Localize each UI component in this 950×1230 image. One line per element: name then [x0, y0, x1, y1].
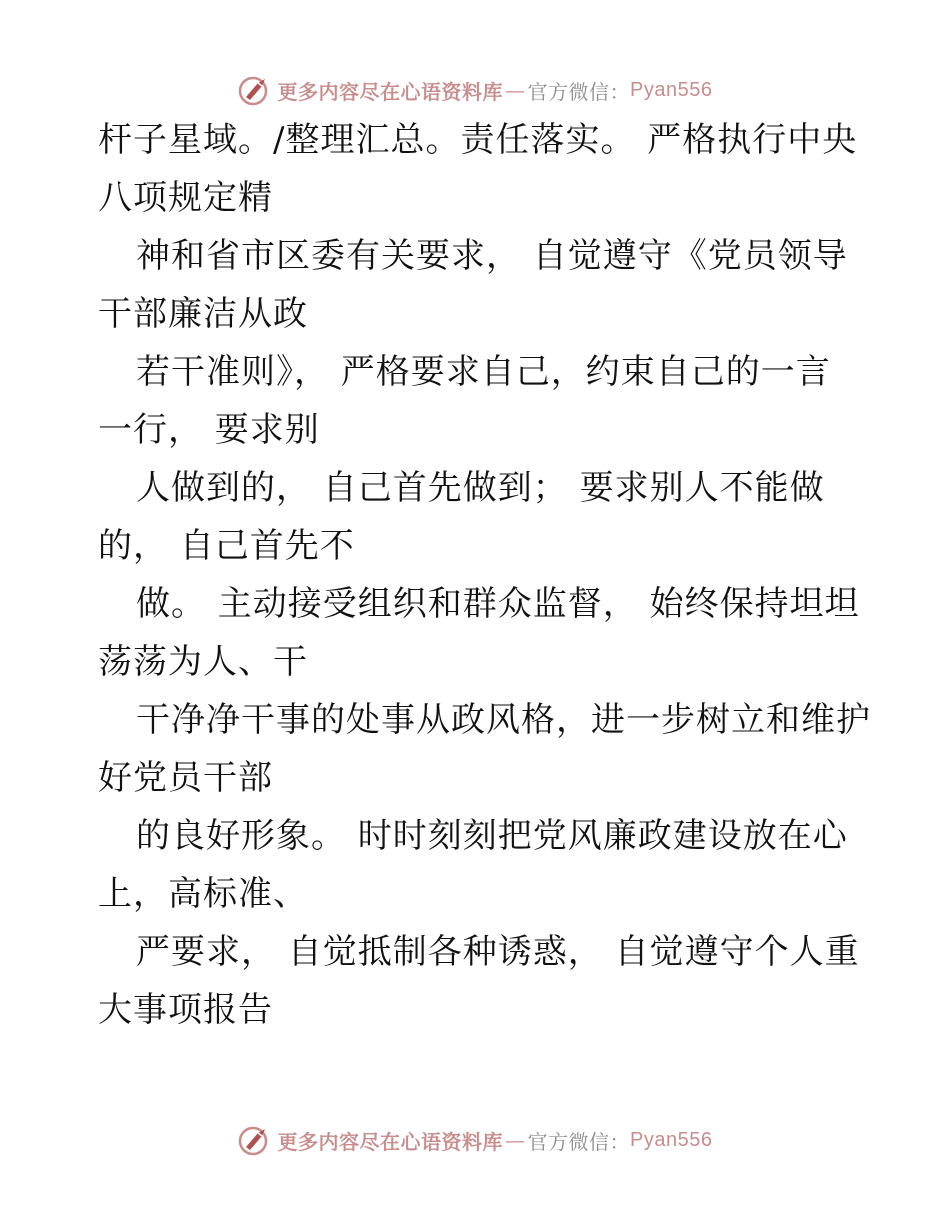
- pen-logo-icon: [238, 1123, 272, 1157]
- text-line: 干净净干事的处事从政风格，进一步树立和维护: [136, 700, 871, 740]
- text-line: 若干准则》， 严格要求自己，约束自己的一言: [136, 352, 831, 392]
- watermark-main-text: 更多内容尽在心语资料库: [277, 79, 504, 104]
- text-line: 干部廉洁从政: [98, 294, 308, 334]
- text-line: 严要求， 自觉抵制各种诱惑， 自觉遵守个人重: [136, 932, 860, 972]
- text-line: 的良好形象。 时时刻刻把党风廉政建设放在心: [136, 816, 848, 856]
- text-line: 杆子星域。/整理汇总。责任落实。 严格执行中央: [98, 120, 858, 160]
- header-watermark: [0, 70, 950, 110]
- text-line: 做。 主动接受组织和群众监督， 始终保持坦坦: [136, 584, 860, 624]
- pen-logo-icon: [238, 73, 272, 107]
- watermark-dash: —: [505, 78, 526, 102]
- text-line: 上，高标准、: [98, 874, 308, 914]
- watermark-wechat-id: Pyan556: [630, 1128, 713, 1151]
- text-line: 的， 自己首先不: [98, 526, 355, 566]
- watermark-wechat-label: 官方微信：: [527, 1129, 631, 1154]
- watermark-wechat-label: 官方微信：: [527, 79, 631, 104]
- watermark-main-text: 更多内容尽在心语资料库: [277, 1129, 504, 1154]
- document-body: [98, 120, 871, 1048]
- text-line: 荡荡为人、干: [98, 642, 308, 682]
- watermark-wechat-id: Pyan556: [630, 78, 713, 101]
- footer-watermark: [0, 1120, 950, 1160]
- text-line: 好党员干部: [98, 758, 273, 798]
- text-line: 人做到的， 自己首先做到； 要求别人不能做: [136, 468, 825, 508]
- text-line: 大事项报告: [98, 990, 273, 1030]
- text-line: 神和省市区委有关要求， 自觉遵守《党员领导: [136, 236, 848, 276]
- text-line: 一行， 要求别: [98, 410, 320, 450]
- watermark-dash: —: [505, 1128, 526, 1152]
- text-line: 八项规定精: [98, 178, 273, 218]
